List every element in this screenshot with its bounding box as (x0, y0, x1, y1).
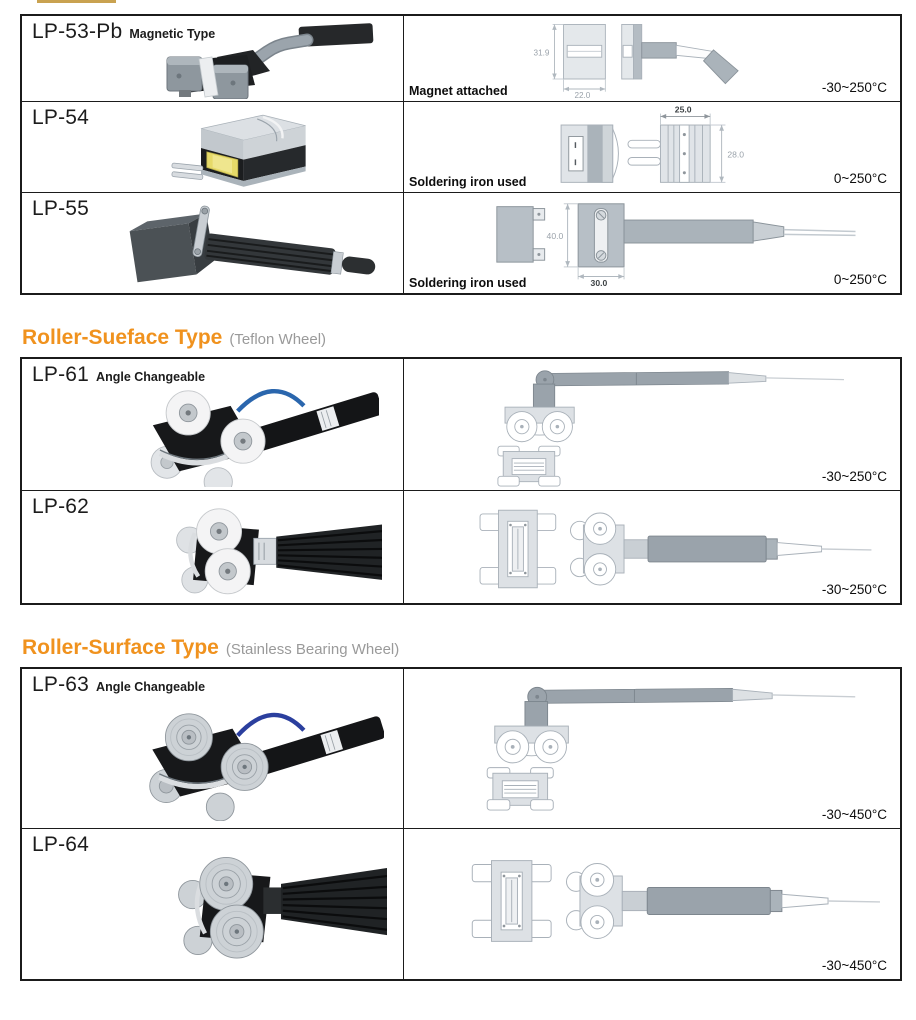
diagram-cell-lp54 (404, 102, 900, 192)
product-cell-lp54 (22, 102, 404, 192)
technical-diagram-lp54 (499, 104, 799, 190)
product-subtitle: Magnetic Type (129, 27, 216, 41)
diagram-cell-lp63 (404, 669, 900, 828)
section-title: Roller-Surface Type (22, 636, 219, 659)
product-model: LP-63 (32, 673, 90, 696)
technical-diagram-lp63 (444, 677, 889, 811)
diagram-cell-lp55 (404, 193, 900, 293)
product-cell-lp64 (22, 829, 404, 979)
product-photo-lp55 (110, 199, 385, 289)
temperature-range: -30~450°C (821, 958, 887, 973)
diagram-cell-lp61 (404, 359, 900, 490)
dimension-label-width: 25.0 (674, 104, 692, 115)
mount-description: Magnet attached (409, 84, 508, 98)
dimension-label-height: 40.0 (546, 231, 564, 242)
product-photo-lp53pb (127, 21, 377, 99)
product-photo-lp64 (122, 841, 387, 971)
table-row (22, 16, 900, 101)
temperature-range: 0~250°C (833, 272, 887, 287)
product-table-contact-type (20, 14, 902, 295)
diagram-cell-lp53pb (404, 16, 900, 101)
product-cell-lp62 (22, 491, 404, 603)
mount-description: Soldering iron used (409, 175, 527, 189)
section-note: (Stainless Bearing Wheel) (225, 641, 400, 658)
technical-diagram-lp53pb (499, 19, 799, 99)
product-cell-lp63 (22, 669, 404, 828)
product-model: LP-62 (32, 495, 90, 518)
diagram-cell-lp62 (404, 491, 900, 603)
product-cell-lp61 (22, 359, 404, 490)
table-row (22, 359, 900, 490)
section-title: Roller-Sueface Type (22, 326, 223, 349)
table-row (22, 101, 900, 192)
dimension-label-height: 28.0 (727, 149, 745, 160)
table-row (22, 669, 900, 828)
product-table-roller-teflon (20, 357, 902, 605)
product-table-roller-stainless (20, 667, 902, 981)
product-model: LP-64 (32, 833, 90, 856)
product-model: LP-54 (32, 106, 90, 129)
product-photo-lp63 (114, 691, 384, 821)
table-row (22, 828, 900, 979)
product-cell-lp53pb (22, 16, 404, 101)
section-note: (Teflon Wheel) (229, 331, 327, 348)
temperature-range: -30~250°C (821, 469, 887, 484)
dimension-label-width: 22.0 (574, 91, 591, 99)
temperature-range: -30~450°C (821, 807, 887, 822)
section-heading-teflon (22, 326, 326, 350)
dimension-label-height: 31.9 (533, 48, 550, 58)
temperature-range: -30~250°C (821, 80, 887, 95)
technical-diagram-lp64 (444, 851, 889, 951)
temperature-range: -30~250°C (821, 582, 887, 597)
product-photo-lp61 (114, 375, 379, 487)
product-photo-lp54 (170, 108, 325, 190)
diagram-cell-lp64 (404, 829, 900, 979)
product-model: LP-61 (32, 363, 90, 386)
product-subtitle: Angle Changeable (96, 370, 206, 384)
product-photo-lp62 (122, 497, 382, 597)
product-model: LP-53-Pb (32, 20, 123, 43)
product-subtitle: Angle Changeable (96, 680, 206, 694)
product-cell-lp55 (22, 193, 404, 293)
dimension-label-width: 30.0 (590, 278, 608, 287)
section-heading-stainless (22, 636, 399, 660)
table-row (22, 192, 900, 293)
temperature-range: 0~250°C (833, 171, 887, 186)
table-row (22, 490, 900, 603)
mount-description: Soldering iron used (409, 276, 527, 290)
page-top-tab-remnant (37, 0, 116, 3)
technical-diagram-lp55 (459, 199, 879, 287)
product-model: LP-55 (32, 197, 90, 220)
